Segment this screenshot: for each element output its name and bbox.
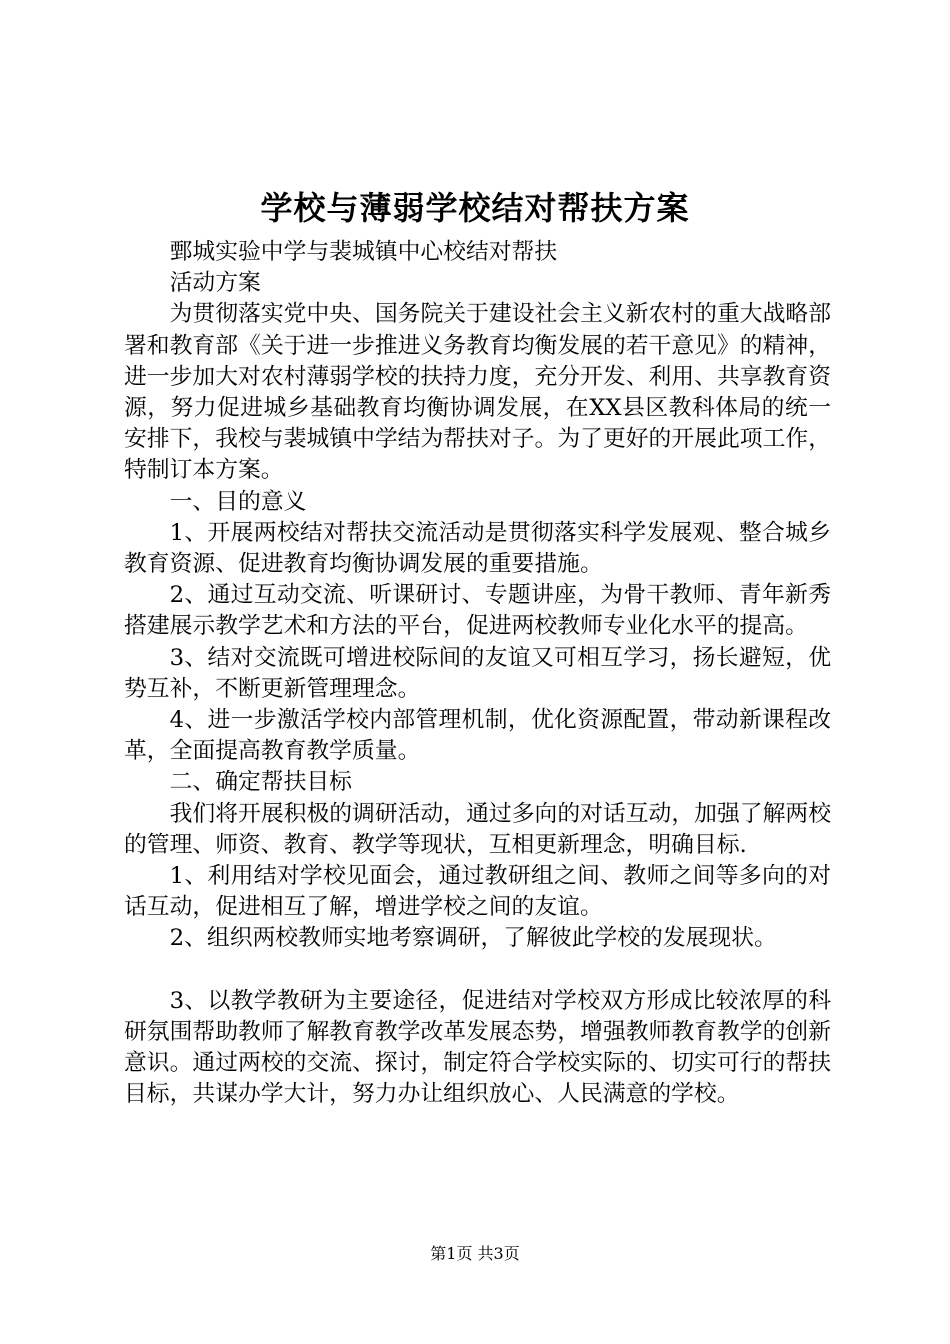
paragraph-purpose-3: 3、结对交流既可增进校际间的友谊又可相互学习，扬长避短，优势互补，不断更新管理理念。	[124, 644, 831, 702]
page-number: 第1页 共3页	[430, 1244, 520, 1263]
document-title: 学校与薄弱学校结对帮扶方案	[260, 189, 690, 227]
paragraph-goals-1: 1、利用结对学校见面会，通过教研组之间、教师之间等多向的对话互动，促进相互了解，增进学校之间的友谊。	[124, 863, 831, 921]
paragraph-goals-2: 2、组织两校教师实地考察调研，了解彼此学校的发展现状。	[169, 925, 777, 952]
paragraph-subtitle-line1: 鄄城实验中学与裴城镇中心校结对帮扶	[169, 239, 558, 265]
page-footer	[0, 1243, 950, 1265]
section-heading-purpose: 一、目的意义	[169, 488, 307, 515]
paragraph-goals-3: 3、以教学教研为主要途径，促进结对学校双方形成比较浓厚的科研氛围帮助教师了解教育教学改革发展态势，增强教师教育教学的创新意识。通过两校的交流、探讨，制定符合学校实际的、切实可行的帮扶目标，共谋办学大计，努力办让组织放心、人民满意的学校。	[124, 987, 831, 1108]
paragraph-intro: 为贯彻落实党中央、国务院关于建设社会主义新农村的重大战略部署和教育部《关于进一步推进义务教育均衡发展的若干意见》的精神，进一步加大对农村薄弱学校的扶持力度，充分开发、利用、共享教育资源，努力促进城乡基础教育均衡协调发展，在XX县区教科体局的统一安排下，我校与裴城镇中学结为帮扶对子。为了更好的开展此项工作，特制订本方案。	[124, 301, 831, 484]
paragraph-subtitle-line2: 活动方案	[169, 270, 261, 297]
section-heading-goals: 二、确定帮扶目标	[169, 769, 352, 796]
paragraph-goals-intro: 我们将开展积极的调研活动，通过多向的对话互动，加强了解两校的管理、师资、教育、教学等现状，互相更新理念，明确目标.	[124, 800, 831, 858]
document-body	[124, 237, 831, 1110]
paragraph-spacer	[124, 955, 831, 986]
paragraph-purpose-4: 4、进一步激活学校内部管理机制，优化资源配置，带动新课程改革，全面提高教育教学质量。	[124, 707, 831, 765]
paragraph-purpose-1: 1、开展两校结对帮扶交流活动是贯彻落实科学发展观、整合城乡教育资源、促进教育均衡协调发展的重要措施。	[124, 519, 831, 578]
paragraph-purpose-2: 2、通过互动交流、听课研讨、专题讲座，为骨干教师、青年新秀搭建展示教学艺术和方法的平台，促进两校教师专业化水平的提高。	[124, 582, 831, 640]
